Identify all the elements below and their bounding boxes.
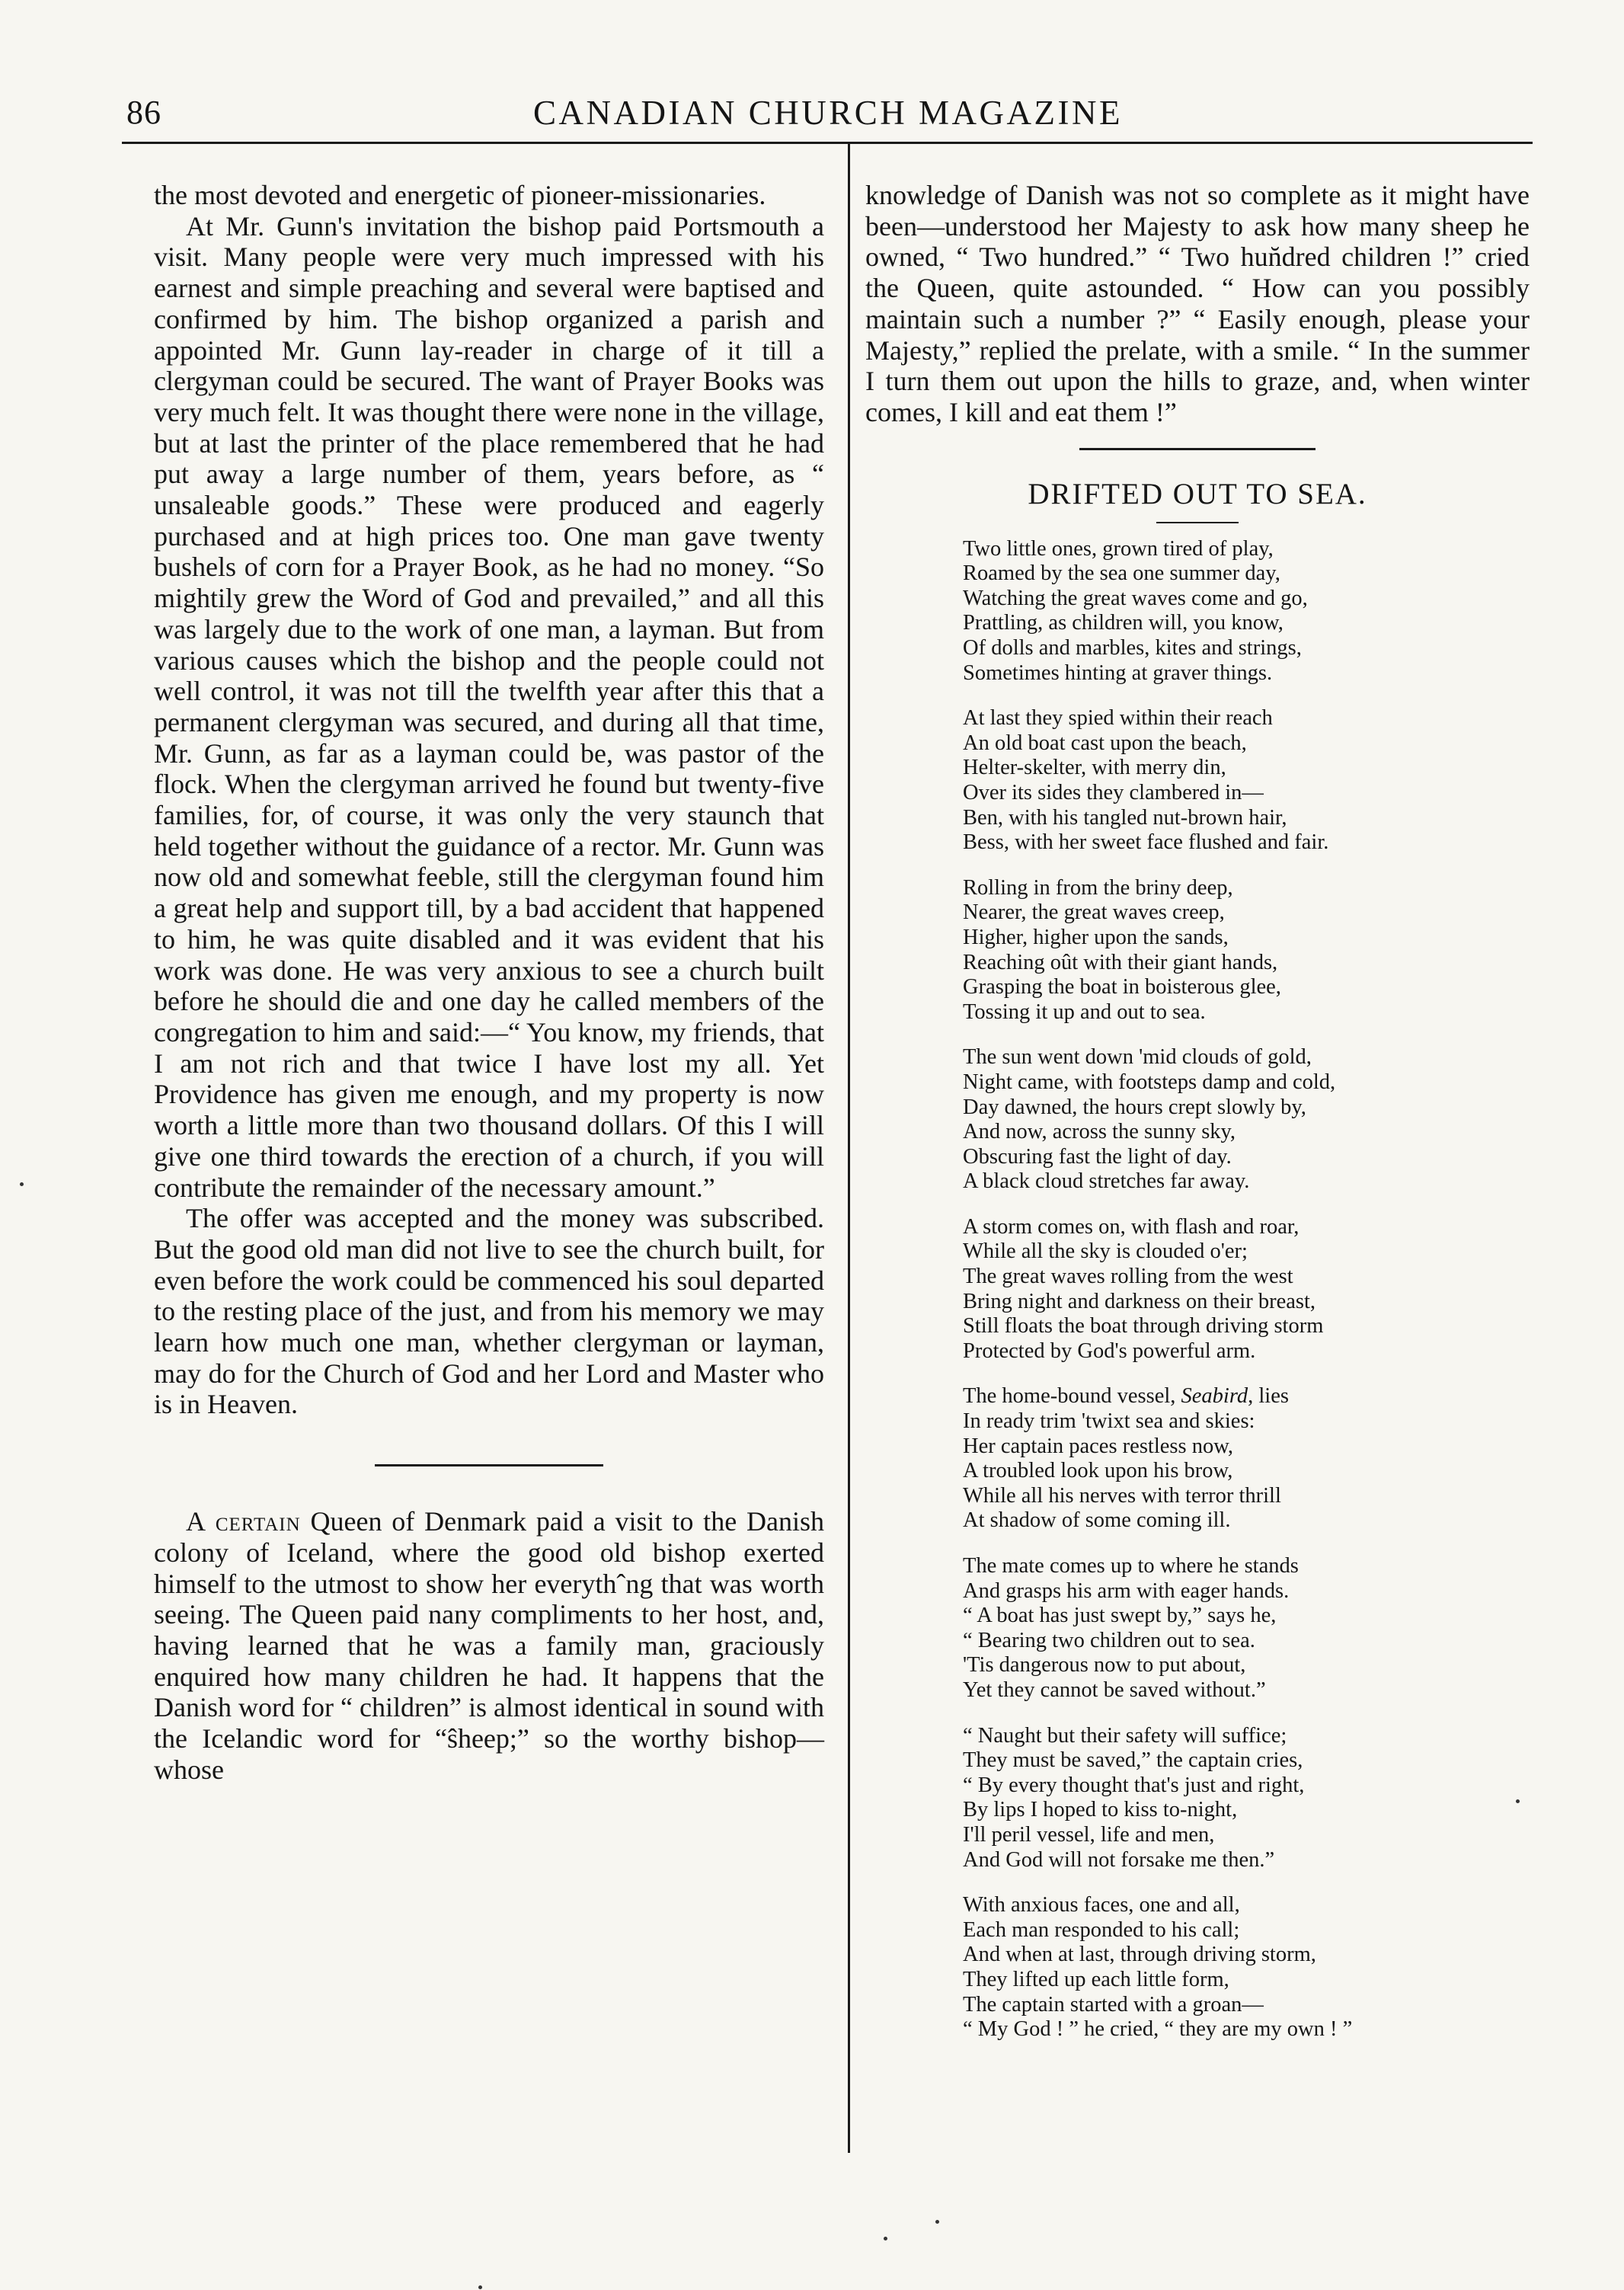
poem-line: Protected by God's powerful arm. xyxy=(963,1338,1256,1363)
poem-line: Over its sides they clambered in— xyxy=(963,780,1264,804)
poem-line: A storm comes on, with flash and roar, xyxy=(963,1214,1300,1239)
poem-stanza xyxy=(963,1384,1530,1534)
page-number: 86 xyxy=(126,94,161,131)
poem-line: Two little ones, grown tired of play, xyxy=(963,536,1274,561)
anecdote-text: Queen of Denmark paid a visit to the Danish colony of Iceland, where the good old bishop exerted himself to the utmost to show her everythˆng that was worth seeing. The Queen paid nany compliments to her host, and, having learned that he was a family man, graciously enquired how many children he had. It happens that the Danish word for “ children” is almost identical in sound with the Icelandic word for “ŝheep;” so the worthy bishop—whose xyxy=(154,1506,824,1785)
poem-stanza xyxy=(963,706,1530,856)
print-speck xyxy=(935,2220,939,2224)
print-speck xyxy=(20,1182,24,1186)
left-column xyxy=(154,180,824,1785)
poem-line: “ Naught but their safety will suffice; xyxy=(963,1723,1287,1748)
poem-line: Higher, higher upon the sands, xyxy=(963,925,1229,949)
poem-line: Roamed by the sea one summer day, xyxy=(963,561,1280,586)
poem-line: While all the sky is clouded o'er; xyxy=(963,1239,1248,1264)
poem-line: Still floats the boat through driving storm xyxy=(963,1314,1324,1338)
poem-line: By lips I hoped to kiss to-night, xyxy=(963,1798,1238,1822)
paragraph-continuation: the most devoted and energetic of pioneer-missionaries. xyxy=(154,180,766,210)
poem-line: In ready trim 'twixt sea and skies: xyxy=(963,1409,1255,1434)
poem-line: And when at last, through driving storm, xyxy=(963,1943,1316,1967)
title-rule xyxy=(1156,522,1239,523)
poem-line: Rolling in from the briny deep, xyxy=(963,875,1233,900)
poem-line: At shadow of some coming ill. xyxy=(963,1508,1231,1533)
poem-line: “ Bearing two children out to sea. xyxy=(963,1628,1255,1652)
column-rule xyxy=(848,142,850,2153)
poem-line: While all his nerves with terror thrill xyxy=(963,1483,1281,1508)
poem-stanza xyxy=(963,1724,1530,1873)
poem-line: And now, across the sunny sky, xyxy=(963,1120,1236,1144)
poem-line: The mate comes up to where he stands xyxy=(963,1554,1299,1578)
poem-line: 'Tis dangerous now to put about, xyxy=(963,1653,1246,1678)
poem-line: Bess, with her sweet face flushed and fair. xyxy=(963,830,1329,855)
poem-line: A black cloud stretches far away. xyxy=(963,1169,1250,1194)
poem-line: Obscuring fast the light of day. xyxy=(963,1144,1232,1169)
anecdote-lead-in: A certain xyxy=(186,1506,301,1537)
poem-line: A troubled look upon his brow, xyxy=(963,1459,1233,1483)
poem-line: And God will not forsake me then.” xyxy=(963,1847,1275,1872)
poem-line: With anxious faces, one and all, xyxy=(963,1893,1240,1917)
poem-line: Tossing it up and out to sea. xyxy=(963,999,1206,1024)
article-separator xyxy=(1079,448,1316,450)
paragraph-portsmouth-visit: At Mr. Gunn's invitation the bishop paid Portsmouth a visit. Many people were very much impressed with his earnest and simple preaching and several were baptised and confirmed by him. The bishop organized a parish and appointed Mr. Gunn lay-reader in charge of it till a clergyman could be secured. The want of Prayer Books was very much felt. It was thought there were none in the village, but at last the printer of the place remembered that he had put away a large number of them, years before, as “ unsaleable goods.” These were produced and eagerly purchased and at high prices too. One man gave twenty bushels of corn for a Prayer Book, as he had no money. “So mightily grew the Word of God and prevailed,” and all this was largely due to the work of one man, a layman. But from various causes which the bishop and the people could not well control, it was not till the twelfth year after this that a permanent clergyman was secured, and during all that time, Mr. Gunn, as far as a layman could be, was pastor of the flock. When the clergyman arrived he found but twenty-five families, for, of course, it was only the very staunch that held together without the guidance of a rector. Mr. Gunn was now old and somewhat feeble, still the clergyman found him a great help and support till, by a bad accident that happened to him, he was quite disabled and it was evident that his work was done. He was very anxious to see a church built before he should die and one day he called members of the congregation to him and said:—“ You know, my friends, that I am not rich and that twice I have lost my all. Yet Providence has given me enough, and my property is now worth a little more than two thousand dollars. Of this I will give one third towards the erection of a church, if you will contribute the remainder of the necessary amount.” xyxy=(154,210,824,1203)
poem-line: Prattling, as children will, you know, xyxy=(963,611,1284,635)
poem-stanza xyxy=(963,1554,1530,1703)
poem-stanza xyxy=(963,1893,1530,2042)
poem-stanza xyxy=(963,537,1530,686)
article-separator xyxy=(375,1464,603,1466)
poem-line: At last they spied within their reach xyxy=(963,706,1273,731)
poem-line: Of dolls and marbles, kites and strings, xyxy=(963,636,1302,660)
poem-body xyxy=(963,537,1530,2042)
poem-line: Ben, with his tangled nut-brown hair, xyxy=(963,805,1287,830)
header-rule xyxy=(122,142,1533,144)
poem-line: And grasps his arm with eager hands. xyxy=(963,1578,1290,1603)
paragraph-queen-anecdote xyxy=(154,1506,824,1785)
poem-line: Watching the great waves come and go, xyxy=(963,586,1308,610)
poem-line: The sun went down 'mid clouds of gold, xyxy=(963,1045,1312,1070)
poem-line: Her captain paces restless now, xyxy=(963,1434,1234,1458)
poem-line: Nearer, the great waves creep, xyxy=(963,900,1225,925)
poem-line: “ My God ! ” he cried, “ they are my own ! ” xyxy=(963,2017,1353,2042)
right-column xyxy=(865,180,1530,2063)
poem-line: “ By every thought that's just and right, xyxy=(963,1773,1305,1797)
print-speck xyxy=(884,2237,887,2240)
print-speck xyxy=(1516,1799,1520,1803)
paragraph-anecdote-continuation: knowledge of Danish was not so complete as it might have been—understood her Majesty to ask how many sheep he owned, “ Two hundred.” “ Two hun̆dred children !” cried the Queen, quite astounded. “ How can you possibly maintain such a number ?” “ Easily enough, please your Majesty,” replied the prelate, with a smile. “ In the summer I turn them out upon the hills to graze, and, when winter comes, I kill and eat them !” xyxy=(865,180,1530,427)
poem-line: Yet they cannot be saved without.” xyxy=(963,1678,1266,1702)
running-head: CANADIAN CHURCH MAGAZINE xyxy=(533,94,1123,132)
poem-line: Grasping the boat in boisterous glee, xyxy=(963,975,1281,999)
poem-line: They must be saved,” the captain cries, xyxy=(963,1748,1303,1773)
poem-line: Reaching oût with their giant hands, xyxy=(963,950,1278,974)
poem-stanza xyxy=(963,1045,1530,1195)
poem-line: “ A boat has just swept by,” says he, xyxy=(963,1604,1277,1628)
poem-line: Each man responded to his call; xyxy=(963,1917,1240,1942)
poem-title: DRIFTED OUT TO SEA. xyxy=(1028,477,1367,510)
poem-line: The home-bound vessel, Seabird, lies xyxy=(963,1384,1289,1409)
print-speck xyxy=(478,2285,482,2289)
poem-stanza xyxy=(963,876,1530,1025)
poem-line: Night came, with footsteps damp and cold, xyxy=(963,1070,1336,1094)
poem-stanza xyxy=(963,1215,1530,1364)
poem-line: Day dawned, the hours crept slowly by, xyxy=(963,1095,1306,1119)
poem-line: The captain started with a groan— xyxy=(963,1992,1264,2017)
poem-line: I'll peril vessel, life and men, xyxy=(963,1822,1215,1847)
poem-line: They lifted up each little form, xyxy=(963,1967,1229,1991)
poem-line: An old boat cast upon the beach, xyxy=(963,731,1247,755)
poem-line: Helter-skelter, with merry din, xyxy=(963,756,1226,780)
poem-line: Bring night and darkness on their breast, xyxy=(963,1289,1316,1313)
poem-line: Sometimes hinting at graver things. xyxy=(963,660,1273,685)
paragraph-offer-accepted: The offer was accepted and the money was subscribed. But the good old man did not live to see the church built, for even before the work could be commenced his soul departed to the resting place of the just, and from his memory we may learn how much one man, whether clergyman or layman, may do for the Church of God and her Lord and Master who is in Heaven. xyxy=(154,1203,824,1420)
poem-line: The great waves rolling from the west xyxy=(963,1265,1293,1289)
